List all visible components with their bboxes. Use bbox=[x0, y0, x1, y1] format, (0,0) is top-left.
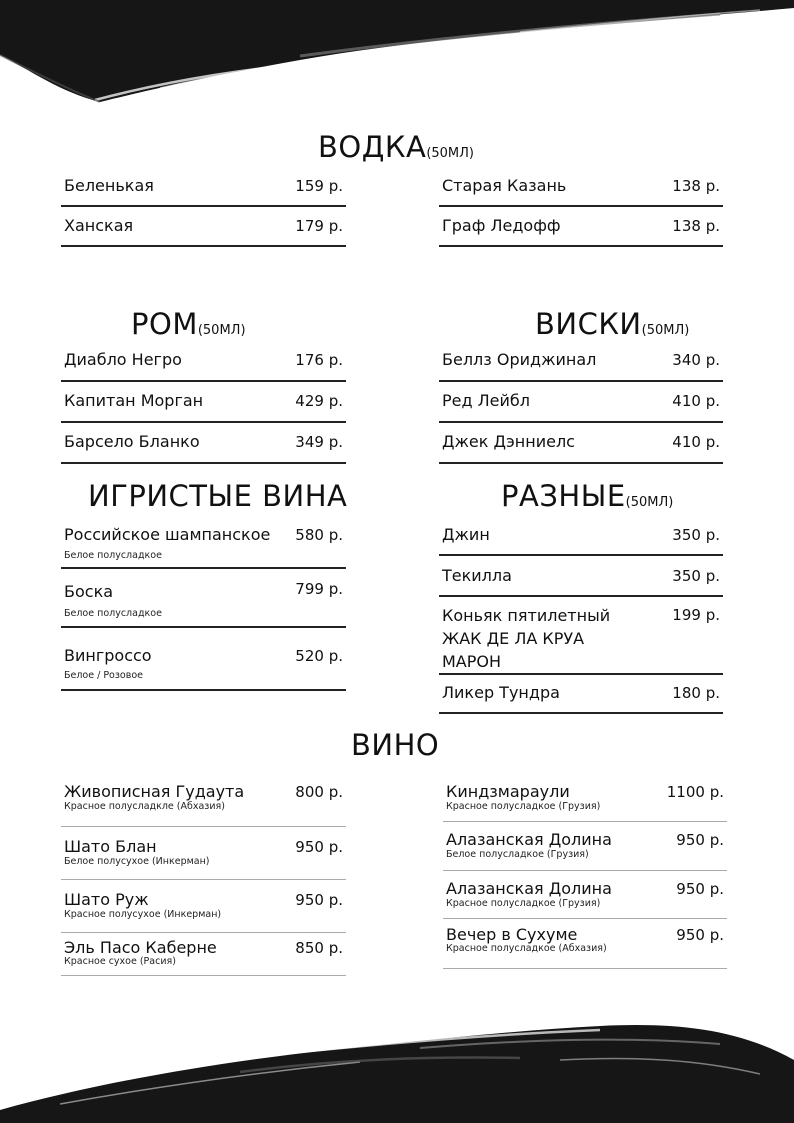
item-name: Шато Руж bbox=[64, 890, 149, 909]
item-name: Ликер Тундра bbox=[442, 683, 560, 702]
menu-item bbox=[61, 215, 346, 247]
item-name: Капитан Морган bbox=[64, 391, 204, 410]
menu-item bbox=[439, 349, 723, 382]
item-price: 180 р. bbox=[672, 684, 720, 702]
item-divider bbox=[61, 932, 346, 933]
item-name: Эль Пасо Каберне bbox=[64, 938, 217, 957]
item-name: Барсело Бланко bbox=[64, 432, 200, 451]
item-divider bbox=[61, 421, 346, 423]
item-price: 580 р. bbox=[295, 526, 343, 544]
menu-item bbox=[61, 889, 346, 935]
item-name: Граф Ледофф bbox=[442, 216, 561, 235]
item-divider bbox=[61, 879, 346, 880]
item-price: 349 р. bbox=[295, 433, 343, 451]
item-price: 410 р. bbox=[672, 433, 720, 451]
item-name: Боска bbox=[64, 582, 114, 601]
item-description: Красное полусухое (Инкерман) bbox=[64, 909, 222, 920]
item-price: 179 р. bbox=[295, 217, 343, 235]
item-divider bbox=[61, 205, 346, 207]
item-name: Российское шампанское bbox=[64, 525, 271, 544]
menu-item bbox=[61, 524, 346, 570]
item-description: Красное полусладкле (Абхазия) bbox=[64, 801, 225, 812]
item-divider bbox=[439, 673, 723, 675]
item-divider bbox=[443, 968, 727, 969]
whisky-title: ВИСКИ bbox=[535, 307, 642, 341]
item-name: Вечер в Сухуме bbox=[446, 925, 578, 944]
item-price: 950 р. bbox=[676, 831, 724, 849]
whisky-heading bbox=[535, 307, 690, 341]
item-divider bbox=[439, 380, 723, 382]
item-price: 176 р. bbox=[295, 351, 343, 369]
item-price: 850 р. bbox=[295, 939, 343, 957]
item-divider bbox=[439, 595, 723, 597]
wine-heading bbox=[351, 728, 440, 762]
item-description: Красное полусладкое (Абхазия) bbox=[446, 943, 607, 954]
menu-item bbox=[439, 604, 723, 676]
item-description: Красное полусладкое (Грузия) bbox=[446, 801, 601, 812]
item-price: 520 р. bbox=[295, 647, 343, 665]
item-divider bbox=[439, 421, 723, 423]
item-name: Алазанская Долина bbox=[446, 830, 612, 849]
item-name: Ханская bbox=[64, 216, 134, 235]
item-name: Киндзмараули bbox=[446, 782, 570, 801]
menu-item bbox=[61, 781, 346, 829]
item-description: Белое полусладкое bbox=[64, 608, 162, 619]
item-price: 950 р. bbox=[295, 891, 343, 909]
sparkling-heading bbox=[88, 479, 348, 513]
item-description: Красное полусладкое (Грузия) bbox=[446, 898, 601, 909]
item-price: 800 р. bbox=[295, 783, 343, 801]
vodka-unit: (50МЛ) bbox=[426, 146, 474, 161]
item-divider bbox=[439, 245, 723, 247]
item-price: 950 р. bbox=[676, 926, 724, 944]
item-price: 410 р. bbox=[672, 392, 720, 410]
item-divider bbox=[439, 462, 723, 464]
item-name: Ред Лейбл bbox=[442, 391, 531, 410]
item-name: Шато Блан bbox=[64, 837, 157, 856]
menu-item bbox=[443, 829, 727, 873]
item-name: Джек Дэнниелс bbox=[442, 432, 575, 451]
item-name: Коньяк пятилетный ЖАК ДЕ ЛА КРУА МАРОН bbox=[442, 606, 611, 671]
whisky-unit: (50МЛ) bbox=[641, 323, 690, 338]
item-divider bbox=[439, 205, 723, 207]
item-price: 950 р. bbox=[295, 838, 343, 856]
item-divider bbox=[61, 975, 346, 976]
item-description: Белое полусладкое bbox=[64, 550, 162, 561]
menu-item bbox=[439, 175, 723, 207]
item-price: 350 р. bbox=[672, 526, 720, 544]
item-name: Беленькая bbox=[64, 176, 154, 195]
item-name: Текилла bbox=[442, 566, 512, 585]
item-description: Белое полусладкое (Грузия) bbox=[446, 849, 589, 860]
wine-title: ВИНО bbox=[351, 728, 440, 762]
item-divider bbox=[61, 245, 346, 247]
item-divider bbox=[443, 870, 727, 871]
item-divider bbox=[61, 380, 346, 382]
item-description: Белое полусухое (Инкерман) bbox=[64, 856, 210, 867]
item-divider bbox=[443, 918, 727, 919]
various-heading bbox=[501, 479, 674, 513]
sparkling-title: ИГРИСТЫЕ ВИНА bbox=[88, 479, 348, 513]
menu-item bbox=[439, 390, 723, 423]
item-divider bbox=[61, 462, 346, 464]
item-price: 340 р. bbox=[672, 351, 720, 369]
rum-title: РОМ bbox=[131, 307, 198, 341]
menu-item bbox=[61, 349, 346, 382]
item-price: 950 р. bbox=[676, 880, 724, 898]
item-price: 1100 р. bbox=[666, 783, 724, 801]
item-name: Старая Казань bbox=[442, 176, 567, 195]
menu-item bbox=[439, 682, 723, 715]
menu-item bbox=[61, 578, 346, 629]
menu-item bbox=[61, 390, 346, 423]
menu-item bbox=[439, 215, 723, 247]
menu-item bbox=[61, 937, 346, 979]
item-divider bbox=[439, 712, 723, 714]
item-price: 138 р. bbox=[672, 217, 720, 235]
menu-item bbox=[443, 878, 727, 921]
vodka-heading bbox=[318, 130, 474, 164]
brush-stroke-bottom bbox=[0, 1000, 794, 1123]
item-divider bbox=[61, 826, 346, 827]
rum-heading bbox=[131, 307, 246, 341]
item-name: Джин bbox=[442, 525, 490, 544]
item-price: 350 р. bbox=[672, 567, 720, 585]
item-name: Диабло Негро bbox=[64, 350, 182, 369]
item-price: 199 р. bbox=[672, 606, 720, 624]
menu-item bbox=[439, 565, 723, 598]
item-divider bbox=[439, 554, 723, 556]
vodka-title: ВОДКА bbox=[318, 130, 427, 164]
menu-item bbox=[439, 524, 723, 557]
item-price: 799 р. bbox=[295, 580, 343, 598]
item-name: Алазанская Долина bbox=[446, 879, 612, 898]
item-description: Красное сухое (Расия) bbox=[64, 956, 176, 967]
menu-item bbox=[61, 836, 346, 882]
various-unit: (50МЛ) bbox=[625, 495, 674, 510]
menu-item bbox=[443, 924, 727, 972]
menu-item bbox=[439, 431, 723, 464]
menu-item bbox=[61, 431, 346, 464]
item-divider bbox=[443, 821, 727, 822]
item-name: Беллз Ориджинал bbox=[442, 350, 597, 369]
item-divider bbox=[61, 626, 346, 628]
item-name: Живописная Гудаута bbox=[64, 782, 245, 801]
item-price: 429 р. bbox=[295, 392, 343, 410]
item-name: Вингроссо bbox=[64, 646, 152, 665]
item-price: 138 р. bbox=[672, 177, 720, 195]
item-description: Белое / Розовое bbox=[64, 670, 143, 681]
menu-item bbox=[61, 645, 346, 693]
brush-stroke-top bbox=[0, 0, 794, 110]
item-divider bbox=[61, 567, 346, 569]
rum-unit: (50МЛ) bbox=[197, 323, 246, 338]
item-divider bbox=[61, 689, 346, 691]
menu-item bbox=[443, 781, 727, 824]
menu-item bbox=[61, 175, 346, 207]
various-title: РАЗНЫЕ bbox=[501, 479, 626, 513]
item-price: 159 р. bbox=[295, 177, 343, 195]
